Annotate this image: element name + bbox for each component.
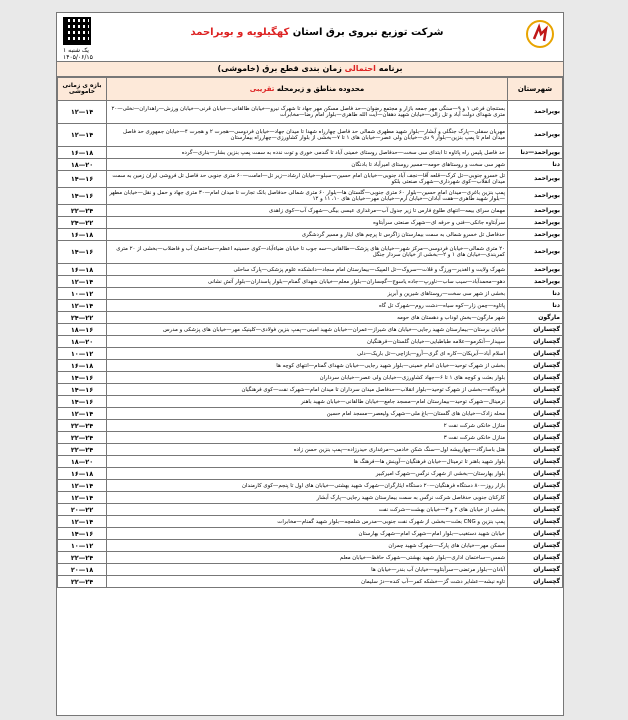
row-city: بویراحمد [508, 124, 563, 147]
table-row [58, 564, 563, 576]
row-city: گچساران [508, 528, 563, 540]
power-company-logo-icon [525, 19, 555, 49]
row-city: گچساران [508, 420, 563, 432]
row-area: فرودگاه—بخشی از شهرک توحید—بلوار انقلاب—حدفاصل میدان سرداران تا میدان امام—شهرک نفت—کوی فرهنگیان [107, 384, 508, 396]
row-city: بویراحمد [508, 217, 563, 229]
header-city: شهرستان [508, 78, 563, 101]
row-city: گچساران [508, 564, 563, 576]
row-area: پاتاوه—چمن زار—کوه سیاه—دشت روم—شهرک تل گاه [107, 300, 508, 312]
row-time: ۱۸—۲۰ [58, 336, 107, 348]
row-area: ۲۰ متری شمالی—خیابان فردوسی—مرکز شهر—خیابان های پزشک—طالقانی—سه جوب تا خیابان ضیاءآباد—کوی حسینیه اعظم—ساختمان آب و فاضلاب—بخشی از ۲۰ متری کمربندی—خیابان های ۱ و ۲—بخشی از خیابان سردار جنگل [107, 241, 508, 264]
company-name [117, 27, 517, 38]
row-time: ۱۴—۱۶ [58, 384, 107, 396]
row-time: ۱۴—۱۶ [58, 396, 107, 408]
row-time: ۱۴—۱۶ [58, 372, 107, 384]
table-row [58, 360, 563, 372]
row-time: ۱۲—۱۴ [58, 492, 107, 504]
row-time: ۱۸—۱۶ [58, 324, 107, 336]
row-area: بخشی از شهرک توحید—خیابان امام خمینی—بلوار شهید رجایی—خیابان شهدای گمنام—انتهای کوچه ها [107, 360, 508, 372]
row-city: گچساران [508, 492, 563, 504]
date-label: ۱۴۰۵/۰۶/۱۵ [63, 54, 93, 61]
row-time: ۲۲—۲۴ [58, 576, 107, 588]
row-city: گچساران [508, 336, 563, 348]
table-row [58, 552, 563, 564]
row-time: ۲۰—۱۸ [58, 564, 107, 576]
row-area: بازار روز—۸۰ دستگاه فرهنگیان—۲۰ دستگاه ایثارگران—شهرک شهید بهشتی—خیابان های اول تا پنجم—کوی کارمندان [107, 480, 508, 492]
row-time: ۱۸—۲۰ [58, 456, 107, 468]
title-highlight: احتمالی [344, 64, 376, 73]
table-row [58, 576, 563, 588]
row-city: دنا [508, 288, 563, 300]
row-city: بویراحمد [508, 205, 563, 217]
row-area: شهرک ولایت و الغدیر—ورزگ و قلات—سروک—تل المپیک—بیمارستان امام سجاد—دانشکده علوم پزشکی—پارک ساحلی [107, 264, 508, 276]
row-city: گچساران [508, 576, 563, 588]
header-time: بازه ی زمانی خاموشی [58, 78, 107, 101]
row-time: ۱۴—۱۶ [58, 171, 107, 188]
row-city: گچساران [508, 480, 563, 492]
row-city: بویراحمد—دنا [508, 147, 563, 159]
table-row [58, 101, 563, 124]
row-time: ۱۶—۱۸ [58, 468, 107, 480]
table-row [58, 540, 563, 552]
row-area: کارکنان جنوبی حدفاصل شرکت نرگس به سمت بیمارستان شهید رجایی—پارک آبشار [107, 492, 508, 504]
row-area: شهر مارگون—بخش لوداب و دهستان های حومه [107, 312, 508, 324]
row-area: بخشی از شهر سی سخت—روستاهای شیرین و آبریز [107, 288, 508, 300]
row-city: مارگون [508, 312, 563, 324]
row-time: ۱۲—۱۴ [58, 480, 107, 492]
company-name-highlight: کهگیلویه و بویراحمد [190, 27, 290, 38]
table-row [58, 504, 563, 516]
title-prefix: برنامه [378, 64, 403, 73]
row-time: ۱۴—۱۶ [58, 528, 107, 540]
row-area: خیابان شهید دستغیب—بلوار امام—شهرک امام—شهرک بهارستان [107, 528, 508, 540]
row-city: بویراحمد [508, 241, 563, 264]
row-city: گچساران [508, 540, 563, 552]
row-area: تل خسرو جنوبی—تل کرک—قلعه آقا—نجف آباد جنوبی—خیابان امام حسین—سبلو—خیابان ارشاد—زیر تل—امامت—۶۰ متری جنوبی حد فاصل تل فروشی ایران زمین به سمت میدان انقلاب—کوی شهرداری—شهرک صنعتی بلکو [107, 171, 508, 188]
row-time: ۱۲—۱۴ [58, 300, 107, 312]
row-area: هتل باسارگاد—چهارپیشه اول—سنگ شکن خادمی—مرغداری حیدرزاده—پمپ بنزین حسن زاده [107, 444, 508, 456]
schedule-title [57, 62, 563, 77]
row-area: حد فاصل پلیس راه پاتاوه تا ابتدای سی سخت—حدفاصل روستای خمینی آباد تا گندمی خوری و توت ندده به سمت پمپ بنزین بشار—بناری—گرده [107, 147, 508, 159]
row-time: ۲۴—۲۲ [58, 312, 107, 324]
row-city: گچساران [508, 516, 563, 528]
header-area-highlight: تقریبی [249, 85, 275, 93]
row-time: ۱۲—۱۴ [58, 516, 107, 528]
row-area: بلوار بهارستان—بخشی از شهرک نرگس—شهرک امیرکبیر [107, 468, 508, 480]
row-time: ۱۲—۱۴ [58, 408, 107, 420]
table-row [58, 528, 563, 540]
row-area: اسلام آباد—آبریکان—کاره ای گری—آرو—بازاچی—تل باریک—دلی [107, 348, 508, 360]
row-time: ۱۸—۲۰ [58, 159, 107, 171]
row-area: سرآبتاوه جانکی—فنی و حرفه ای—شهرک صنعتی سرآبتاوه [107, 217, 508, 229]
table-row [58, 288, 563, 300]
row-city: بویراحمد [508, 276, 563, 288]
row-area: مهمان سرای بیمه—انتهای طلوع فارس تا زیر جدول آب—مرغداری عیسی بیگی—شهرک آب—کوی زاهدی [107, 205, 508, 217]
row-time: ۱۰—۱۲ [58, 348, 107, 360]
row-city: گچساران [508, 348, 563, 360]
row-city: گچساران [508, 324, 563, 336]
header-area [107, 78, 508, 101]
table-row [58, 241, 563, 264]
row-area: خیابان برستان—بیمارستان شهید رجایی—خیابان های شیراز—عمران—خیابان شهید امینی—پمپ بنزین فولادی—کلینیک مهر—خیابان های پزشکی و مدرس [107, 324, 508, 336]
row-time: ۱۲—۱۴ [58, 101, 107, 124]
row-time: ۱۶—۱۸ [58, 229, 107, 241]
row-area: مسکن مهر—خیابان های پارک—شهرک شهید چمران [107, 540, 508, 552]
table-body [58, 101, 563, 588]
row-area: مهریان سفلی—پارک جنگلی و آبشار—بلوار شهید مطهری شمالی حد فاصل چهارراه شهدا تا میدان جهاد—خیابان فردوسی—هجرت ۲ و هجرت ۴—خیابان جمهوری حد فاصل میدان امام تا پمپ بنزین—بلوار ۹ دی—خیابان ولی عصر—خیابان های ۱ تا ۷—بخشی از بلوار کشاورزی—چهارراه بیمارستان [107, 124, 508, 147]
row-city: گچساران [508, 396, 563, 408]
row-area: منازل خانکی شرکت نفت ۳ [107, 432, 508, 444]
qr-code-icon [63, 17, 91, 45]
row-area: دهو—محمدآباد—سیب ساب—ناورپ—جاده یاسوج—گچساران—بلوار معلم—خیابان شهدای گمنام—بلوار پاسداران—بلوار آتش نشانی [107, 276, 508, 288]
row-city: دنا [508, 300, 563, 312]
row-city: بویراحمد [508, 171, 563, 188]
row-time: ۲۲—۲۴ [58, 205, 107, 217]
table-row [58, 217, 563, 229]
row-area: پمپ بنزین و CNG بعثت—بخشی از شهرک نفت جنوبی—مدرس شلمچه—بلوار شهید گمنام—مخابرات [107, 516, 508, 528]
row-city: گچساران [508, 456, 563, 468]
table-row [58, 159, 563, 171]
table-row [58, 480, 563, 492]
table-row [58, 300, 563, 312]
row-time: ۱۲—۱۴ [58, 276, 107, 288]
row-time: ۱۴—۱۶ [58, 188, 107, 205]
row-city: گچساران [508, 372, 563, 384]
row-time: ۲۴—۲۲ [58, 217, 107, 229]
row-city: بویراحمد [508, 101, 563, 124]
row-area: بلوار شهید باهنر تا ترمینال—خیابان فرهنگیان—آوینش ها—فرهنگ ها [107, 456, 508, 468]
table-row [58, 516, 563, 528]
row-city: دنا [508, 159, 563, 171]
row-city: بویراحمد [508, 188, 563, 205]
header-area-prefix: محدوده مناطق و زیرمحله [276, 85, 365, 93]
row-time: ۲۲—۲۴ [58, 552, 107, 564]
company-name-prefix: شرکت توزیع نیروی برق استان [292, 27, 444, 38]
table-row [58, 396, 563, 408]
table-row [58, 492, 563, 504]
table-row [58, 420, 563, 432]
row-city: گچساران [508, 384, 563, 396]
row-time: ۱۶—۱۸ [58, 264, 107, 276]
day-label: یک شنبه ۱ [63, 47, 89, 54]
table-row [58, 372, 563, 384]
row-time: ۲۲—۲۴ [58, 432, 107, 444]
row-area: تاوه نیشه—عشایر دشت گز—خشکه کمر—آب کنده—دژ سلیمان [107, 576, 508, 588]
table-row [58, 384, 563, 396]
row-city: گچساران [508, 360, 563, 372]
date-block [63, 47, 93, 61]
row-area: سپیدار—آنکرمو—علامه طباطبایی—خیابان گلستان—فرهنگیان [107, 336, 508, 348]
row-time: ۱۰—۱۲ [58, 540, 107, 552]
row-city: گچساران [508, 468, 563, 480]
row-area: بخشی از خیابان های ۲ و ۳—خیابان بهشت—شرکت نفت [107, 504, 508, 516]
row-time: ۱۶—۱۸ [58, 360, 107, 372]
outage-table [57, 77, 563, 588]
row-time: ۲۲—۲۴ [58, 420, 107, 432]
table-row [58, 147, 563, 159]
table-row [58, 312, 563, 324]
row-area: آبادان—بلوار مرتضی—سرآبتاوه—خیابان آب بندر—خیابان ها [107, 564, 508, 576]
row-area: شهر سی سخت و روستاهای حومه—مسیر روستای امیرآباد تا بادنگان [107, 159, 508, 171]
table-row [58, 188, 563, 205]
row-city: گچساران [508, 432, 563, 444]
table-row [58, 444, 563, 456]
table-row [58, 229, 563, 241]
document-header [57, 13, 563, 62]
schedule-page [56, 12, 564, 716]
table-row [58, 124, 563, 147]
table-row [58, 432, 563, 444]
table-row [58, 456, 563, 468]
row-time: ۱۴—۱۶ [58, 241, 107, 264]
row-time: ۱۰—۱۲ [58, 288, 107, 300]
table-row [58, 264, 563, 276]
row-time: ۲۲—۲۴ [58, 444, 107, 456]
table-row [58, 205, 563, 217]
table-row [58, 468, 563, 480]
table-row [58, 171, 563, 188]
row-area: شمس—ساختمان اداری—بلوار شهید بهشتی—شهرک حافظ—خیابان معلم [107, 552, 508, 564]
row-time: ۲۰—۲۲ [58, 504, 107, 516]
row-area: بلوار بعثت و کوچه های ۱ تا ۶—جهاد کشاورزی—خیابان ولی عصر—خیابان سرداران [107, 372, 508, 384]
row-area: منازل خانکی شرکت نفت ۲ [107, 420, 508, 432]
row-time: ۱۶—۱۸ [58, 147, 107, 159]
row-area: ترمینال—شهرک توحید—بیمارستان امام—مسجد جامع—خیابان طالقانی—خیابان شهید باهنر [107, 396, 508, 408]
row-area: محله زادک—خیابان های گلستان—باغ ملی—شهرک ولیعصر—مسجد امام حسین [107, 408, 508, 420]
row-area: حدفاصل تل خسرو شمالی به سمت بیمارستان زاگرس تا پرچم های ایثار و مسیر گردشگری [107, 229, 508, 241]
title-suffix: زمان بندی قطع برق (خاموشی) [217, 64, 342, 73]
table-row [58, 348, 563, 360]
row-city: بویراحمد [508, 229, 563, 241]
row-area: پمپ بنزین باغری—میدان امام حسین—بلوار ۶۰ متری جنوبی—گلستان ها—بلوار ۶۰ متری شمالی حدفاصل بانک تجارت تا میدان امام—۳۰ متری جهاد و حمل و نقل—خیابان مطهر—بلوار شهید طاهری—هفت آبادان—خیابان ارم—خیابان مهر—خیابان های ۱۰، ۱۱ و ۱۲ [107, 188, 508, 205]
row-city: گچساران [508, 504, 563, 516]
table-row [58, 408, 563, 420]
row-city: گچساران [508, 444, 563, 456]
row-city: بویراحمد [508, 264, 563, 276]
row-area: بستنجان فرعی ۱ و ۹—سنگی مهر جمعه بازار و مجتمع رضوان—حد فاصل مسکن مهر جهاد تا شهرک نیرو—خیابان طالقانی—خیابان قرنی—خیابان ورزش—راهداران—نخلی—۲۰ متری شهدای دولت آباد و تل زالی—خیابان شهید دهقان—آیت الله طاهری—بلوار امام رضا—مخابرات [107, 101, 508, 124]
table-row [58, 336, 563, 348]
table-row [58, 324, 563, 336]
row-city: گچساران [508, 408, 563, 420]
row-city: گچساران [508, 552, 563, 564]
row-time: ۱۲—۱۴ [58, 124, 107, 147]
table-row [58, 276, 563, 288]
table-header-row [58, 78, 563, 101]
